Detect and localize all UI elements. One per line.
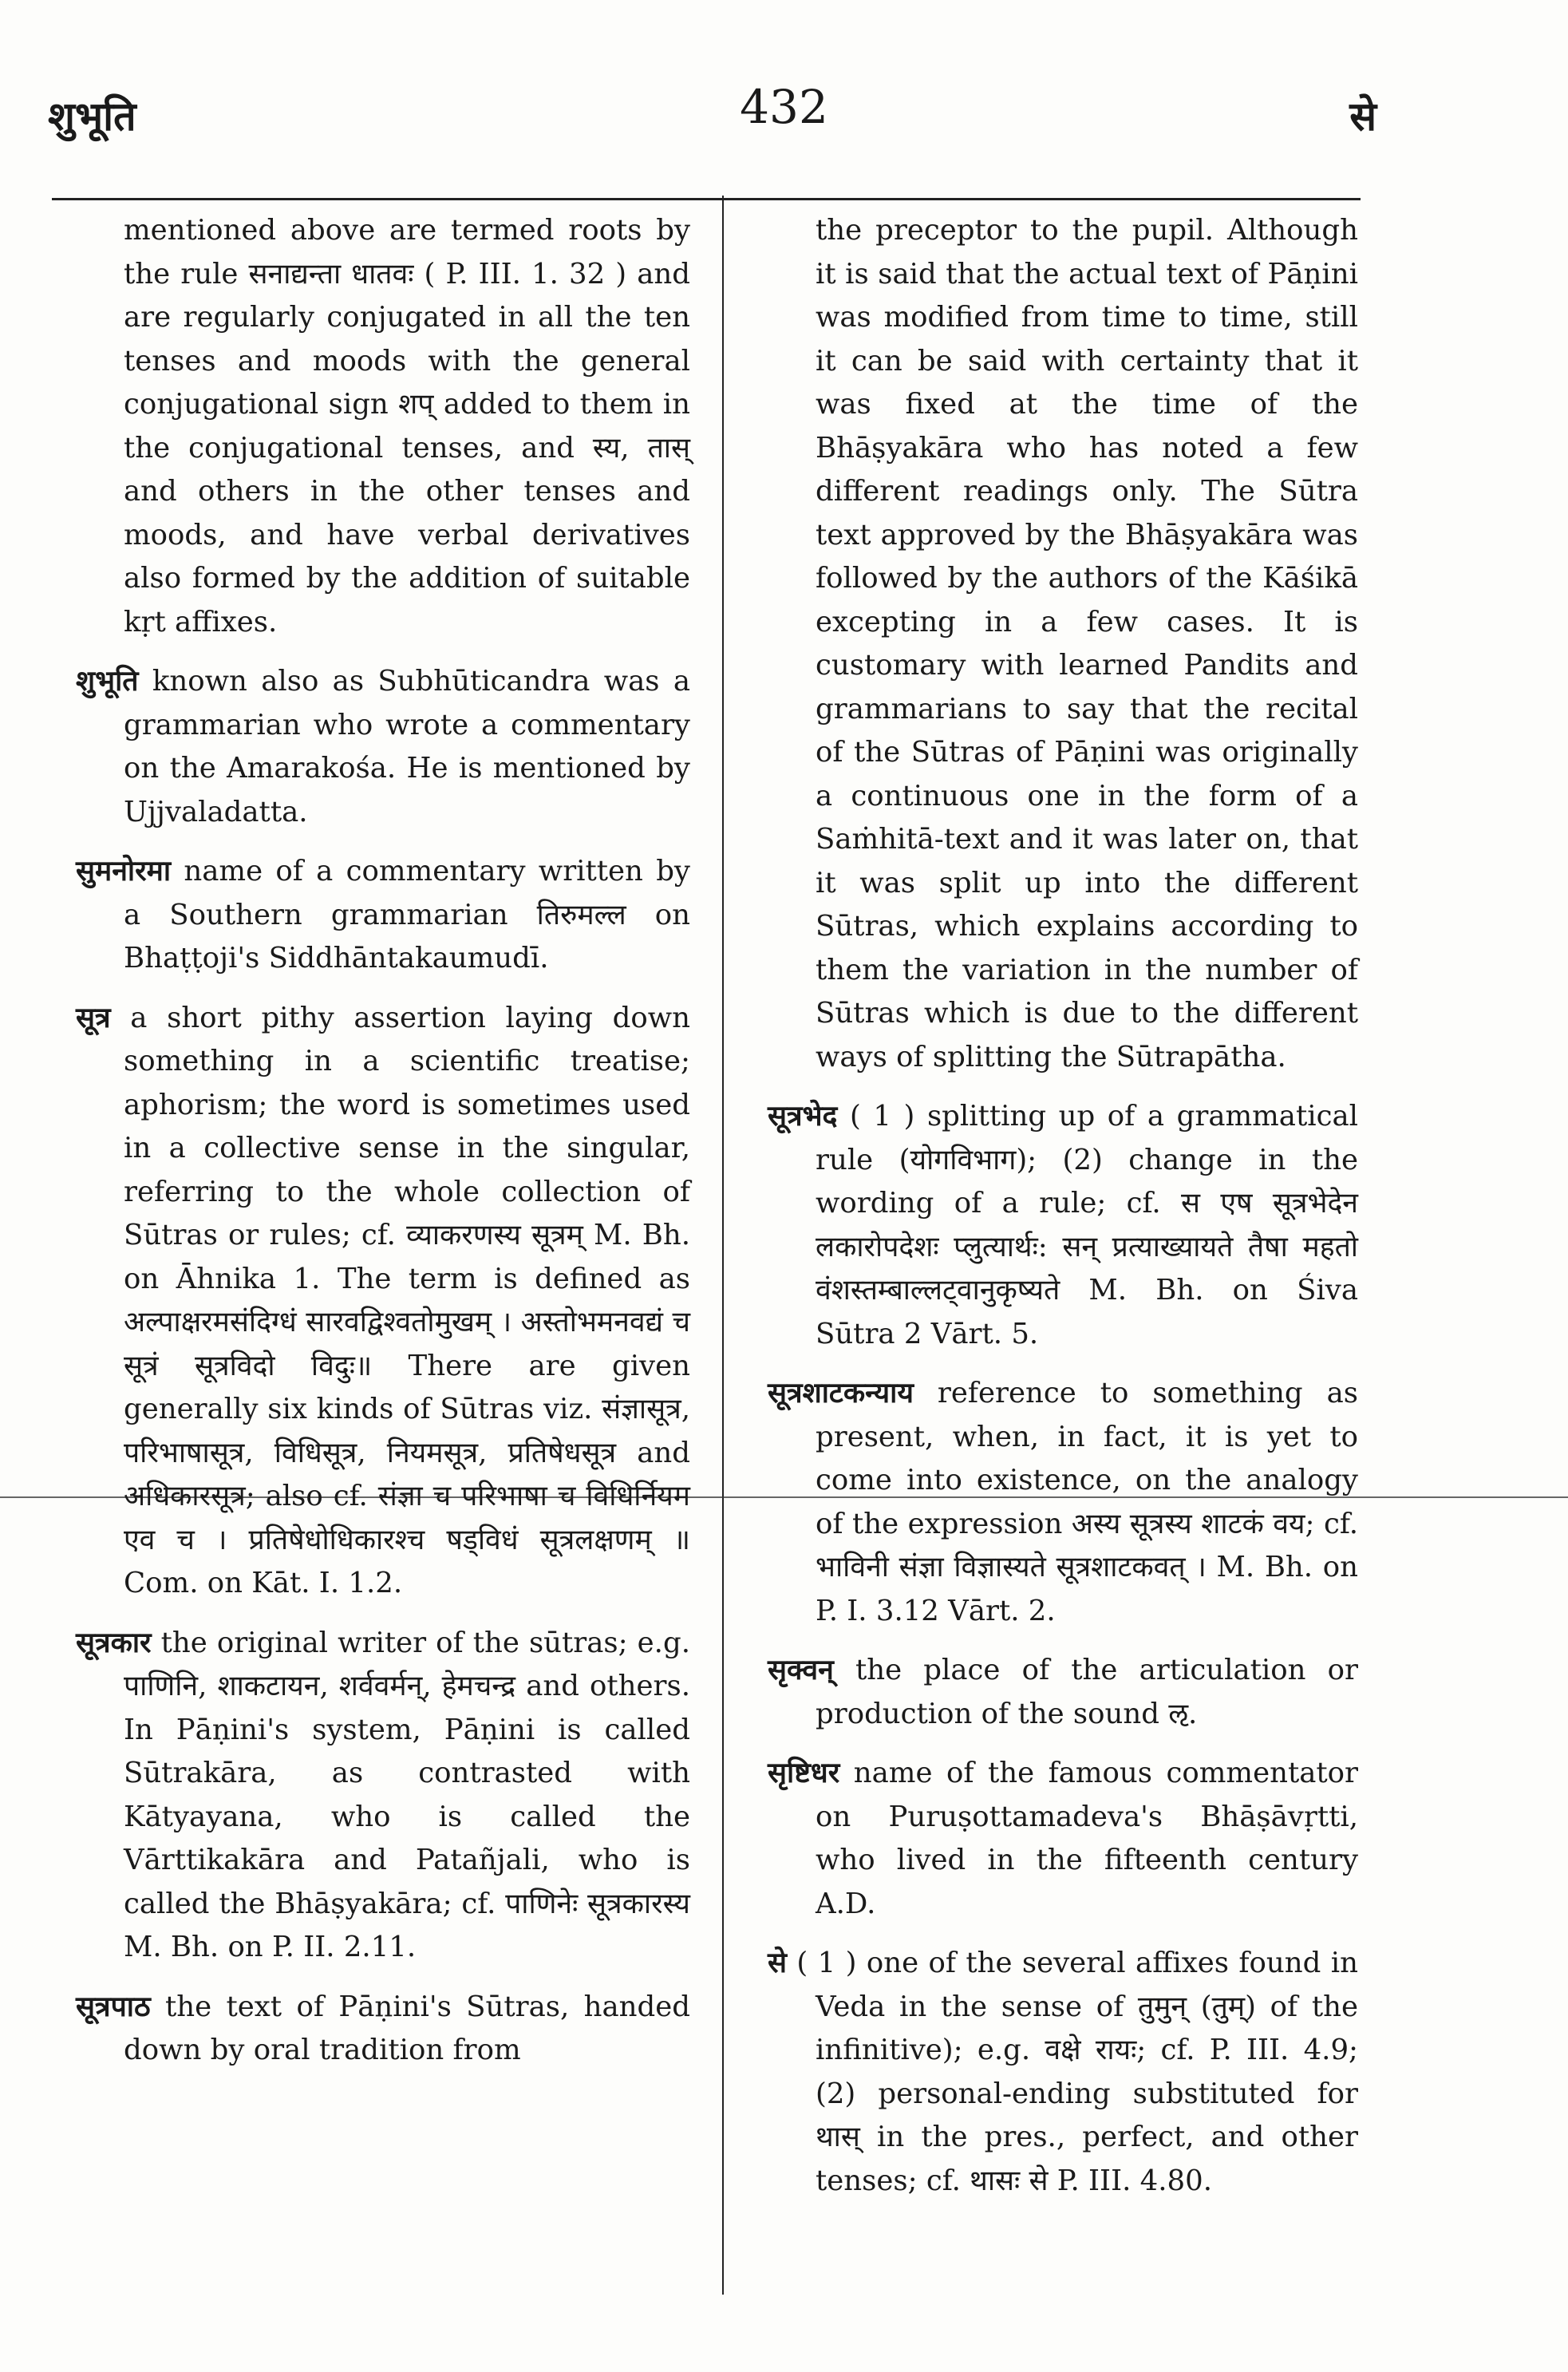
entry-headword: शुभूति bbox=[76, 665, 139, 698]
dictionary-entry bbox=[768, 1095, 1358, 1356]
entry-text: the text of Pāṇini's Sūtras, handed down by oral tradition from bbox=[124, 1990, 690, 2066]
column-divider bbox=[722, 196, 724, 2295]
right-column bbox=[768, 209, 1358, 2219]
dictionary-entry bbox=[76, 850, 690, 981]
entry-headword: सूत्रभेद bbox=[768, 1100, 838, 1133]
entry-headword: सृष्टिधर bbox=[768, 1757, 840, 1789]
entry-text: name of the famous commentator on Puruṣottamadeva's Bhāṣāvṛtti, who lived in the fifteenth century A.D. bbox=[816, 1757, 1358, 1920]
entry-headword: सुमनोरमा bbox=[76, 855, 172, 888]
dictionary-entry bbox=[768, 1372, 1358, 1633]
dictionary-entry bbox=[768, 1649, 1358, 1736]
entry-text: name of a commentary written by a Southern grammarian तिरुमल्ल on Bhaṭṭoji's Siddhāntakaumudī. bbox=[124, 855, 690, 974]
dictionary-entry bbox=[76, 1622, 690, 1970]
right-running-headword: से bbox=[1349, 93, 1376, 140]
entry-headword: सूत्रपाठ bbox=[76, 1990, 151, 2023]
entry-text: reference to something as present, when, in fact, it is yet to come into existence, on the analogy of the expression अस्य सूत्रस्य शाटकं वय; cf. भाविनी संज्ञा विज्ञास्यते सूत्रशाटकवत् । M. Bh. on P. I. 3.12 Vārt. 2. bbox=[816, 1377, 1358, 1627]
left-column bbox=[76, 209, 690, 2089]
entry-text: the place of the articulation or production of the sound ऌ. bbox=[816, 1654, 1358, 1730]
entry-text: ( 1 ) splitting up of a grammatical rule (योगविभाग); (2) change in the wording of a rule; cf. स एष सूत्रभेदेन लकारोपदेशः प्लुत्यार्थः: सन् प्रत्याख्यायते तैषा महतो वंशस्तम्बाल्लट्वानुकृष्यते M. Bh. on Śiva Sūtra 2 Vārt. 5. bbox=[816, 1100, 1358, 1350]
entry-headword: सृक्वन् bbox=[768, 1654, 834, 1686]
entry-text: known also as Subhūticandra was a grammarian who wrote a commentary on the Amarakośa. He is mentioned by Ujjvaladatta. bbox=[124, 665, 690, 828]
page-number: 432 bbox=[740, 80, 828, 134]
continued-text: the preceptor to the pupil. Although it is said that the actual text of Pāṇini was modified from time to time, still it can be said with certainty that it was fixed at the time of the Bhāṣyakāra who has noted a few different readings only. The Sūtra text approved by the Bhāṣyakāra was followed by the authors of the Kāśikā excepting in a few cases. It is customary with learned Pandits and grammarians to say that the recital of the Sūtras of Pāṇini was originally a continuous one in the form of a Saṁhitā-text and it was later on, that it was split up into the different Sūtras, which explains according to them the variation in the number of Sūtras which is due to the different ways of splitting the Sūtrapātha. bbox=[816, 214, 1358, 1073]
left-running-headword: शुभूति bbox=[48, 93, 136, 140]
entry-text: the original writer of the sūtras; e.g. पाणिनि, शाकटायन, शर्ववर्मन्, हेमचन्द्र and others. In Pāṇini's system, Pāṇini is called Sūtrakāra, as contrasted with Kātyayana, who is called the Vārttikakāra and Patañjali, who is called the Bhāṣyakāra; cf. पाणिनेः सूत्रकारस्य M. Bh. on P. II. 2.11. bbox=[124, 1626, 690, 1963]
entry-text: ( 1 ) one of the several affixes found in Veda in the sense of तुमुन् (तुम्) of the infinitive); e.g. वक्षे रायः; cf. P. III. 4.9; (2) personal-ending substituted for थास् in the pres., perfect, and other tenses; cf. थासः से P. III. 4.80. bbox=[796, 1947, 1358, 2197]
dictionary-entry bbox=[76, 660, 690, 834]
page-header bbox=[0, 72, 1568, 144]
entry-headword: सूत्रशाटकन्याय bbox=[768, 1377, 914, 1409]
entry-headword: सूत्रकार bbox=[76, 1626, 152, 1659]
entry-headword: सूत्र bbox=[76, 1001, 111, 1034]
dictionary-entry bbox=[768, 1942, 1358, 2203]
header-rule bbox=[52, 198, 1361, 200]
dictionary-entry bbox=[768, 1752, 1358, 1926]
dictionary-entry bbox=[76, 1986, 690, 2073]
dictionary-entry bbox=[76, 997, 690, 1606]
entry-text: a short pithy assertion laying down something in a scientific treatise; aphorism; the word is sometimes used in a collective sense in the singular, referring to the whole collection of Sūtras or rules; cf. व्याकरणस्य सूत्रम् M. Bh. on Āhnika 1. The term is defined as अल्पाक्षरमसंदिग्धं सारवद्विश्वतोमुखम् । अस्तोभमनवद्यं च सूत्रं सूत्रविदो विदुः॥ There are given generally six kinds of Sūtras viz. संज्ञासूत्र, परिभाषासूत्र, विधिसूत्र, नियमसूत्र, प्रतिषेधसूत्र and अधिकारसूत्र; also cf. संज्ञा च परिभाषा च विधिर्नियम एव च । प्रतिषेधोधिकारश्च षड्विधं सूत्रलक्षणम् ॥ Com. on Kāt. I. 1.2. bbox=[124, 1001, 690, 1599]
entry-headword: से bbox=[768, 1947, 787, 1979]
continued-text: mentioned above are termed roots by the rule सनाद्यन्ता धातवः ( P. III. 1. 32 ) and are regularly conjugated in all the ten tenses and moods with the general conjugational sign शप् added to them in the conjugational tenses, and स्य, तास् and others in the other tenses and moods, and have verbal derivatives also formed by the addition of suitable kṛt affixes. bbox=[124, 214, 690, 638]
